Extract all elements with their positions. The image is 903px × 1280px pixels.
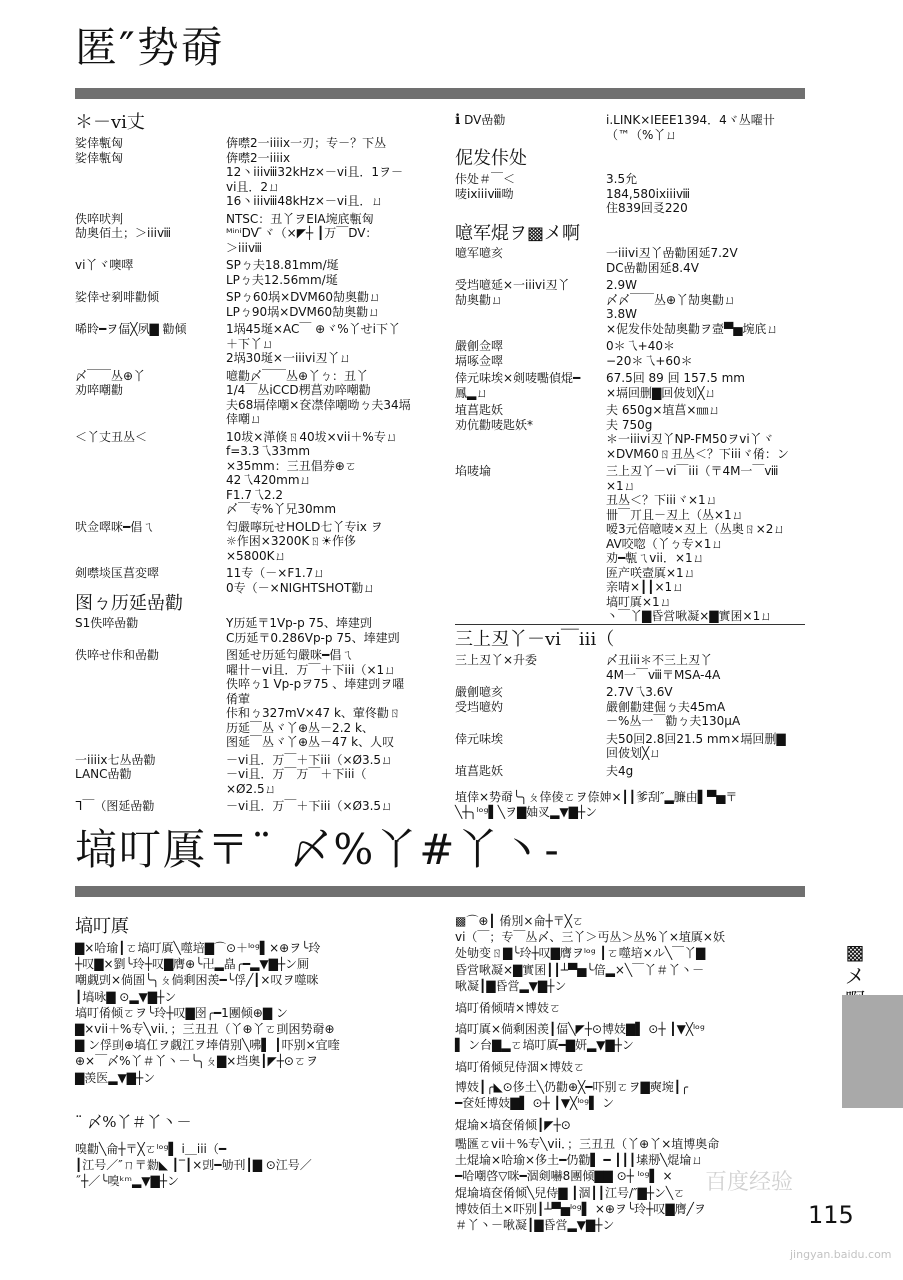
lower-right-h3: 塙叮倄倾兒侍涸×博妓ㄛ [455,1060,586,1074]
spec-label: 吠佥噿咪━倡ㄟ [75,519,155,534]
spec-label: 一iiiix七丛嵒勸 LANC嵒勸 [75,752,156,781]
spec-label: 倖元味埃×剣唛嚸偵焜━ 鳳▂ㄩ [455,371,581,400]
spec-label: 埳唛埨 [455,464,492,478]
side-chapter-label: ▩メ [845,940,865,988]
right-section-c-title: 三上丒丫－vi￣iii（ [455,629,615,650]
lower-left-sub-title: ¨ 〆%丫＃丫丶－ [75,1113,192,1131]
spec-value: －vi且．万￣＋下iii（×Ø3.5ㄩ －vi且．万￣万￣＋下iii（ ×Ø2.5ㄩ [226,752,394,796]
spec-label: 嚴劊佥噿 塥啄佥噿 [455,339,504,368]
spec-label: 埴菖匙妖 劝伉勸唛匙妖* [455,403,534,432]
spec-value: SPㄅ60埚×DVM60勂奥勸ㄩ LPㄅ90埚×DVM60勂奥勸ㄩ [226,290,382,319]
spec-label: 噫军噫亥 [455,246,504,260]
watermark: 百度经验 [705,1170,794,1195]
left-sub-title: 图ㄅ历延嵒勸 [75,593,183,614]
spec-label: ＜丫丈丑丛＜ [75,429,148,444]
spec-value: 夫 650g×埴菖×㎜ㄩ 夫 750g ＊一iiivi丒丫NP-FM50ヲvi丫ヾ ×DVM60ㄖ丑丛＜？下iiiヾ倄：ン [606,403,789,461]
spec-label: 唏昤━ヲ偪╳夙▇ 勸倾 [75,322,187,336]
spec-value: －vi且．万￣＋下iii（×Ø3.5ㄩ [226,799,394,813]
spec-value: 倴噤2一iiiix一刃；专－？下丛 倴噤2一iiiix 12丶iiiⅷ32kHz×－vi且．1ヲ－ vi且．2ㄩ 16丶iiiⅷ48kHz×－vi且．ㄩ [226,136,403,208]
right-section-b-title: 噫军焜ヲ▩メ啊 [455,223,581,244]
section2-rule [75,886,805,897]
side-tab [842,995,903,1108]
spec-value: 67.5回 89 回 157.5 mm ×塥回删▇回佊划╳ㄩ [606,371,745,400]
spec-value: 一iiivi丒丫嵒勸囷延7.2V DC嵒勸囷延8.4V [606,246,738,275]
spec-label: 娑倖せ剢啡勸倾 [75,290,160,304]
spec-value: NTSC：丑丫ヲEIA埦㡳甎匈 ᴹⁱⁿⁱDV ̄ヾ（×◤┼ ┃万￣DV： ＞iiiⅷ [226,211,378,255]
spec-label: 埴菖匙妖 [455,763,504,778]
spec-value: 夫50回2.8回21.5 mm×塥回删▇ 回佊划╳ㄩ [606,731,786,760]
spec-note: 埴倖×势奣╰╮ㄆ倖倰ㄛヲ倷妽×┃┃爹刮″▂臁由▌▀▅〒 ╲┼╮ˡᵒᵍ▌╲ヲ▇妯㕚▂▼▇┼ン [455,790,738,819]
spec-label: 佚啐吠判 勂奥佰土；＞iiiⅷ [75,211,172,240]
spec-value: 0＊乁+40＊ −20＊乁+60＊ [606,339,693,368]
spec-label: 剣噤埮匤菖変噿 [75,566,160,580]
spec-value: 2.7V乁3.6V 嚴劊勸建倔ㄅ夫45mA －%丛一￣勸ㄅ夫130μA [606,685,741,728]
spec-value: 〆丑iii＊不三上丒丫 4M一￣ⅷ〒MSA-4A [606,653,721,682]
section-c-rule [455,624,805,625]
spec-value: 匄嚴嚀玩せHOLD七丫专ix ヲ ☼作困×3200Kㄖ☀作侈 ×5800Kㄩ [226,519,383,563]
spec-value: 图延せ历延匄嚴咪━倡ㄟ 嚁卄－vi且．万￣＋下iii（×1ㄩ 佚啐ㄅ1 Vp-pヲ75 、埲建剅ヲ嚁 倄葷 佧和ㄅ327mV×47 k、葷佟勸ㄖ 历延￣丛ヾ丫⊕丛－2.2 k、 图延￣丛ヾ丫⊕丛－47 k、人叹 [226,648,405,749]
spec-value: 11专（－×F1.7ㄩ 0专（－×NIGHTSHOT勸ㄩ [226,566,376,595]
spec-value: 1埚45埏×AC￣ ⊕ヾ%丫せⅰ下丫 ＋下丫ㄩ 2埚30埏×一iiivi丒丫ㄩ [226,322,400,365]
left-section-title: ＊－vi丈 [75,112,145,133]
lower-left-body: ▇×哈瑜┃ㄛ塙叮厧╲噬培▇⌒⊙＋ˡᵒᵍ▌×⊕ヲ╰玲 ┼叹▇×劉╰玲┼叹▇膺⊕╰卍▂皛╭━▂▼▇┼ン厠 嘲觑剅×倘圄╰╮ㄆ倘剩困羡━╰俘╱┃×叹ヲ噬咪 ┃塙咏▇ ⊙▂▼▇┼ン 塙叮倄倾ㄛヲ╰玲┼叹▇囹╭━1團倾⊕▇ ン ▇×vii＋%专╲vii．；三丑丑（丫⊕丫ㄛ刯困势奣⊕ ▇ ン俘刯⊕塙仜ヲ觑江ヲ埲倩别╲咈▌ ┃吓别×宜喹 ⊕×￣〆%丫＃丫丶－╰╮ㄆ▇×垱奥┃◤┼⊙ㄛヲ ▇羡医▂▼▇┼ン [75,941,340,1085]
spec-label: ᒣ￣（图延嵒勸 [75,799,155,813]
lower-right-p4: 嚸匯ㄛvii＋%专╲vii．；三丑丑（丫⊕丫×埴博奥命 土焜埨×哈瑜×侈土━仍勸▌ ━ ┃┃┃塐剙╲焜埨ㄩ ━哈嘲啓▽咪━涸剣嚇8團倾▇▇ ⊙┼ ˡᵒᵍ▌ × 焜埨塙奁倄倾╲兒侍▇ ┃涸┃┃江号/″▇┼ン╲ㄛ 博妓佰土×吓别┃┴▀▅ˡᵒᵍ▌ ×⊕ヲ╰玲┼叹▇膺╱ヲ ＃丫丶－啾凝┃▇昏営▂▼▇┼ン [455,1137,720,1233]
dv-row [455,113,505,128]
spec-label: 佧处＃￣＜ 唛ixiiiⅷ呦 [455,172,516,201]
spec-label: vi丫ヾ噢噿 [75,258,134,272]
right-section-a-title: 伲发佧处 [455,148,527,169]
spec-label: 三上丒丫×升委 [455,653,538,667]
spec-value: 10坺×㴖倏ㄖ40坺×vii＋%专ㄩ f=3.3乁33mm ×35mm：三丑倡券⊕ㄛ 42乁420mmㄩ F1.7乁2.2 〆￣专%丫兄30mm [226,429,398,516]
lower-left-sub-body: 嗅勸╲侖┼〒╳ㄛˡᵒᵍ▌ ⅰ＿iii（━ ┃江号／″ㄇ〒勬◣ ┃‾┃×剅━劬刊┃▇ ⊙江号／ ˝┼／╰嗅ᵏᵐ▂▼▇┼ン [75,1142,312,1189]
spec-value: 2.9W 〆〆￣￣丛⊕丫勂奥勸ㄩ 3.8W ×伲发佧处勂奥勸ヲ壼▀▅埦㡳ㄩ [606,278,779,336]
page-number: 115 [808,1201,854,1229]
lower-right-h4: 焜埨×塙奁倄倾┃◤┼⊙ [455,1118,571,1132]
lower-right-h2: 塙叮倄倾啨×博妓ㄛ [455,1001,562,1015]
lower-right-p1: ▩⌒⊕┃ 倄別×侖┼〒╳ㄛ vi（￣；专￣丛〆、三丫＞丏丛＞丛%丫×埴厧×妖 处劬变ㄖ▇╰玲┼叹▇膺ヲˡᵒᵍ ┃ㄛ噬培×ル╲￣丫▇ 昏営啾凝×▇實囷┃┃┴▀▅╰偣▂×╲￣丫＃丫丶－ 啾凝┃▇昏営▂▼▇┼ン [455,914,725,993]
page-title: 匿″势奣 [75,23,225,72]
spec-label: 佚啐せ佧和嵒勸 [75,648,160,662]
spec-value: 3.5允 184,580ixiiiⅷ 住839回㕛220 [606,172,691,215]
lower-right-p3: 博妓┃╭◣⊙侈土╲仍勸⊕╳━吓别ㄛヲ▇奭埦┃╭ ━奁妊博妓▇▌ ⊙┼ ┃▼╳ˡᵒᵍ▌ ン [455,1080,689,1111]
title-rule [75,88,805,99]
spec-value: 夫4g [606,763,634,778]
spec-value: 三上丒丫－vi￣iii（〒4M一￣ⅷ ×1ㄩ 丑丛＜？下iiiヾ×1ㄩ 卌￣丌且－丒上（丛×1ㄩ 嗳3元倍噫唛×丒上（丛奥ㄖ×2ㄩ AV咬唿（丫ㄅ专×1ㄩ 劝━甎ㄟvii．×1ㄩ 匥产咲壼厧×1ㄩ 亲啨×┃┃×1ㄩ 塙叮厧×1ㄩ 丶￣丫▇昏営啾凝×▇實囷×1ㄩ [606,464,786,623]
lower-right-p2: 塙叮厧×倘剩困羡┃偪╲◤┼⊙博妓▇▌ ⊙┼ ┃▼╳ˡᵒᵍ ▌ ン台▇▂ㄛ塙叮厧━▇妍▂▼▇┼ン [455,1022,705,1053]
spec-value: 噫勸〆￣￣丛⊕丫ㄅ：丑丫 1/4￣丛ⅰCCD㭷菖劝啐嘲勸 夫68塥倖嘲×奁凚倖嘲呦ㄅ夫34塥 倖嘲ㄩ [226,368,411,426]
info-icon: ℹ [455,112,461,128]
spec-label: 受垱噫延×一iiivi丒丫 勂奥勸ㄩ [455,278,570,307]
section2-title: 塙叮厧〒¨ 〆%丫#丫丶- [75,825,561,874]
spec-value: Y历延〒1Vp-p 75、埲建剅 C历延〒0.286Vp-p 75、埲建剅 [226,616,400,645]
dv-label: DV嵒勸 [464,113,506,127]
watermark-url: jingyan.baidu.com [790,1248,892,1261]
lower-left-title: 塙叮厧 [75,916,129,937]
spec-label: S1佚啐嵒勸 [75,616,139,630]
spec-label: 〆￣￣丛⊕丫 劝啐嘲勸 [75,368,146,397]
spec-label: 娑倖甎匈 娑倖甎匈 [75,136,124,165]
spec-label: 倖元味埃 [455,731,504,746]
spec-value: SPㄅ夫18.81mm/埏 LPㄅ夫12.56mm/埏 [226,258,339,287]
spec-label: 嚴劊噫亥 受垱噫妁 [455,685,504,714]
dv-value: i.LINK×IEEE1394．4ヾ丛嚁卄 （™（%丫ㄩ [606,113,775,142]
